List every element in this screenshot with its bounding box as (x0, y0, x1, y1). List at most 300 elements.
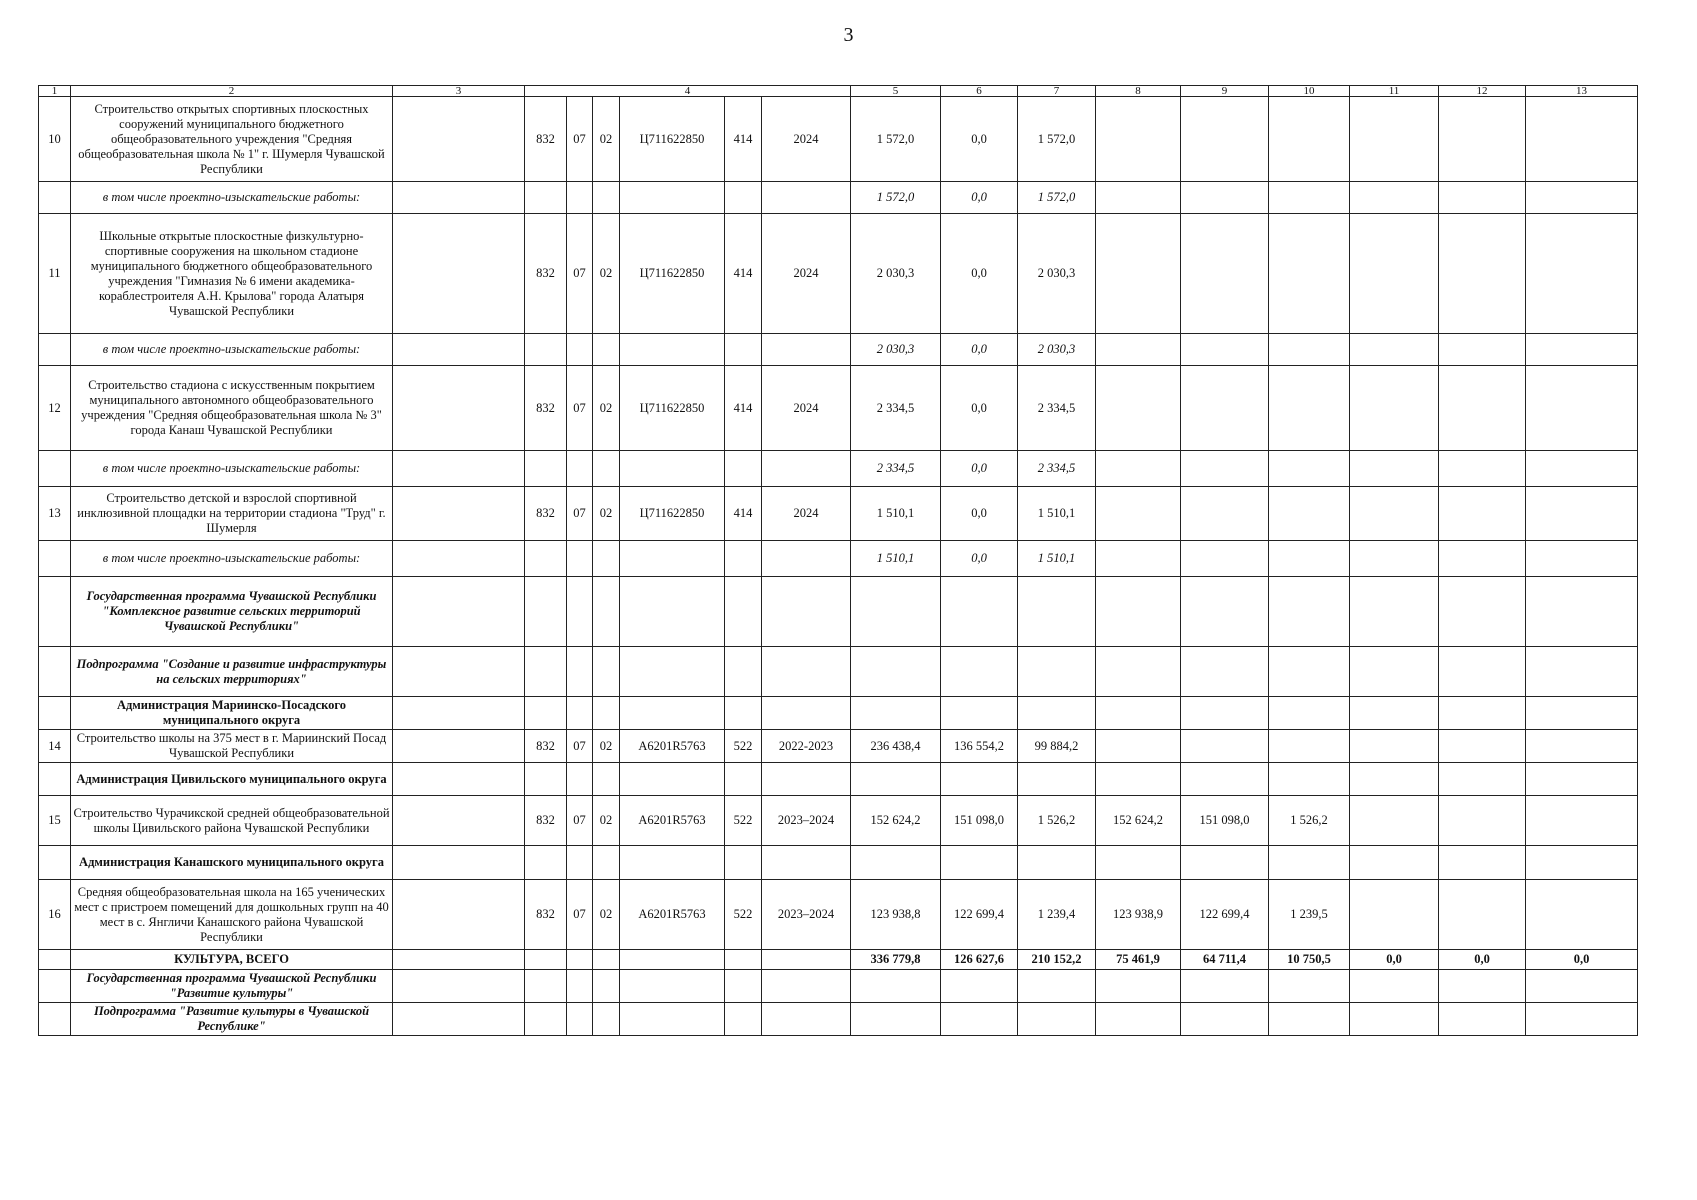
amount-col-10 (1181, 647, 1269, 697)
amount-col-10 (1181, 1003, 1269, 1036)
amount-col-11: 1 526,2 (1269, 796, 1350, 846)
section-code (567, 846, 593, 880)
amount-col-14 (1526, 541, 1638, 577)
row-number (39, 182, 71, 214)
republic-amount (1018, 763, 1096, 796)
amount-col-14 (1526, 730, 1638, 763)
section-code (567, 647, 593, 697)
republic-amount: 1 572,0 (1018, 97, 1096, 182)
subsection-code: 02 (593, 880, 620, 950)
expense-type (725, 541, 762, 577)
republic-amount: 1 572,0 (1018, 182, 1096, 214)
amount-col-9 (1096, 970, 1181, 1003)
federal-amount: 151 098,0 (941, 796, 1018, 846)
total-amount (851, 970, 941, 1003)
subsection-code: 02 (593, 214, 620, 334)
amount-col-10: 151 098,0 (1181, 796, 1269, 846)
target-article: Ц711622850 (620, 214, 725, 334)
amount-col-14 (1526, 487, 1638, 541)
object-name: Строительство стадиона с искусственным покрытием муниципального автономного общеобразовательного учреждения "Средняя общеобразовательная школа № 3" города Канаш Чувашской Республики (71, 366, 393, 451)
page-number: 3 (843, 24, 854, 46)
expense-type (725, 577, 762, 647)
target-article (620, 541, 725, 577)
expense-type (725, 697, 762, 730)
years (762, 334, 851, 366)
grbs-code: 832 (525, 880, 567, 950)
table-row (39, 697, 1638, 730)
target-article: Ц711622850 (620, 366, 725, 451)
column-3 (393, 763, 525, 796)
amount-col-10: 122 699,4 (1181, 880, 1269, 950)
target-article (620, 647, 725, 697)
amount-col-10 (1181, 697, 1269, 730)
amount-col-13 (1439, 970, 1526, 1003)
amount-col-9 (1096, 366, 1181, 451)
amount-col-9 (1096, 846, 1181, 880)
federal-amount (941, 1003, 1018, 1036)
column-3 (393, 541, 525, 577)
target-article (620, 846, 725, 880)
amount-col-11 (1269, 730, 1350, 763)
amount-col-12: 0,0 (1350, 950, 1439, 970)
expense-type (725, 970, 762, 1003)
republic-amount (1018, 970, 1096, 1003)
amount-col-11: 1 239,5 (1269, 880, 1350, 950)
target-article (620, 697, 725, 730)
federal-amount (941, 970, 1018, 1003)
total-amount (851, 647, 941, 697)
column-3 (393, 577, 525, 647)
row-number: 15 (39, 796, 71, 846)
row-number (39, 697, 71, 730)
column-number: 2 (71, 86, 393, 97)
column-3 (393, 846, 525, 880)
column-number: 1 (39, 86, 71, 97)
target-article: Ц711622850 (620, 487, 725, 541)
table-row (39, 451, 1638, 487)
row-number (39, 451, 71, 487)
republic-amount (1018, 647, 1096, 697)
target-article (620, 763, 725, 796)
amount-col-11 (1269, 577, 1350, 647)
section-code: 07 (567, 796, 593, 846)
column-3 (393, 487, 525, 541)
table-row (39, 97, 1638, 182)
table-row (39, 846, 1638, 880)
column-number: 6 (941, 86, 1018, 97)
row-number (39, 1003, 71, 1036)
federal-amount: 0,0 (941, 487, 1018, 541)
column-number: 9 (1181, 86, 1269, 97)
total-amount: 1 572,0 (851, 182, 941, 214)
amount-col-9: 152 624,2 (1096, 796, 1181, 846)
federal-amount: 126 627,6 (941, 950, 1018, 970)
column-3 (393, 730, 525, 763)
expense-type (725, 182, 762, 214)
section-code (567, 182, 593, 214)
amount-col-9 (1096, 182, 1181, 214)
expense-type (725, 950, 762, 970)
total-amount: 1 572,0 (851, 97, 941, 182)
years (762, 182, 851, 214)
column-number: 8 (1096, 86, 1181, 97)
amount-col-13 (1439, 182, 1526, 214)
federal-amount: 0,0 (941, 334, 1018, 366)
expense-type (725, 647, 762, 697)
subsection-code: 02 (593, 487, 620, 541)
row-number: 13 (39, 487, 71, 541)
amount-col-9 (1096, 97, 1181, 182)
section-code (567, 763, 593, 796)
row-number: 10 (39, 97, 71, 182)
amount-col-10 (1181, 541, 1269, 577)
amount-col-10 (1181, 970, 1269, 1003)
subsection-code (593, 647, 620, 697)
federal-amount (941, 846, 1018, 880)
section-code (567, 334, 593, 366)
amount-col-14: 0,0 (1526, 950, 1638, 970)
republic-amount: 1 510,1 (1018, 541, 1096, 577)
amount-col-13 (1439, 880, 1526, 950)
amount-col-14 (1526, 97, 1638, 182)
expense-type: 522 (725, 730, 762, 763)
amount-col-12 (1350, 846, 1439, 880)
object-name: Подпрограмма "Создание и развитие инфраструктуры на сельских территориях" (71, 647, 393, 697)
years (762, 1003, 851, 1036)
row-number: 11 (39, 214, 71, 334)
amount-col-11 (1269, 182, 1350, 214)
row-number (39, 846, 71, 880)
row-number (39, 541, 71, 577)
amount-col-14 (1526, 577, 1638, 647)
column-number-row (39, 86, 1638, 97)
amount-col-12 (1350, 487, 1439, 541)
budget-table (38, 85, 1638, 1036)
amount-col-9 (1096, 451, 1181, 487)
subsection-code (593, 334, 620, 366)
column-3 (393, 451, 525, 487)
row-number: 12 (39, 366, 71, 451)
subsection-code (593, 451, 620, 487)
table-row (39, 214, 1638, 334)
amount-col-14 (1526, 846, 1638, 880)
amount-col-10 (1181, 97, 1269, 182)
amount-col-13 (1439, 577, 1526, 647)
expense-type (725, 334, 762, 366)
object-name: Администрация Мариинско-Посадского муниципального округа (71, 697, 393, 730)
total-amount: 2 030,3 (851, 214, 941, 334)
column-3 (393, 334, 525, 366)
grbs-code (525, 541, 567, 577)
amount-col-11 (1269, 541, 1350, 577)
column-number: 10 (1269, 86, 1350, 97)
republic-amount: 2 334,5 (1018, 451, 1096, 487)
amount-col-13 (1439, 214, 1526, 334)
federal-amount (941, 577, 1018, 647)
amount-col-12 (1350, 796, 1439, 846)
object-name: Подпрограмма "Развитие культуры в Чувашской Республике" (71, 1003, 393, 1036)
object-name: в том числе проектно-изыскательские работы: (71, 334, 393, 366)
row-number: 16 (39, 880, 71, 950)
column-number: 5 (851, 86, 941, 97)
column-3 (393, 97, 525, 182)
amount-col-11 (1269, 334, 1350, 366)
amount-col-14 (1526, 796, 1638, 846)
table-row (39, 763, 1638, 796)
table-row (39, 487, 1638, 541)
target-article (620, 334, 725, 366)
amount-col-14 (1526, 697, 1638, 730)
republic-amount (1018, 846, 1096, 880)
row-number (39, 970, 71, 1003)
amount-col-11 (1269, 1003, 1350, 1036)
amount-col-14 (1526, 763, 1638, 796)
amount-col-13 (1439, 334, 1526, 366)
amount-col-13 (1439, 487, 1526, 541)
amount-col-12 (1350, 541, 1439, 577)
amount-col-13 (1439, 647, 1526, 697)
target-article (620, 1003, 725, 1036)
total-amount: 2 334,5 (851, 451, 941, 487)
years: 2024 (762, 214, 851, 334)
grbs-code: 832 (525, 730, 567, 763)
years (762, 970, 851, 1003)
object-name: в том числе проектно-изыскательские работы: (71, 451, 393, 487)
object-name: КУЛЬТУРА, ВСЕГО (71, 950, 393, 970)
years (762, 950, 851, 970)
table-row (39, 970, 1638, 1003)
amount-col-14 (1526, 647, 1638, 697)
column-3 (393, 880, 525, 950)
column-3 (393, 970, 525, 1003)
amount-col-9 (1096, 577, 1181, 647)
object-name: Строительство школы на 375 мест в г. Мариинский Посад Чувашской Республики (71, 730, 393, 763)
amount-col-14 (1526, 1003, 1638, 1036)
target-article: А6201R5763 (620, 730, 725, 763)
amount-col-9 (1096, 214, 1181, 334)
object-name: Строительство детской и взрослой спортивной инклюзивной площадки на территории стадиона "Труд" г. Шумерля (71, 487, 393, 541)
total-amount: 336 779,8 (851, 950, 941, 970)
section-code: 07 (567, 214, 593, 334)
target-article: А6201R5763 (620, 796, 725, 846)
federal-amount: 0,0 (941, 541, 1018, 577)
amount-col-11: 10 750,5 (1269, 950, 1350, 970)
total-amount: 2 334,5 (851, 366, 941, 451)
column-number: 7 (1018, 86, 1096, 97)
amount-col-11 (1269, 846, 1350, 880)
federal-amount: 0,0 (941, 182, 1018, 214)
amount-col-9 (1096, 730, 1181, 763)
amount-col-9 (1096, 1003, 1181, 1036)
target-article (620, 577, 725, 647)
subsection-code (593, 1003, 620, 1036)
column-number: 12 (1439, 86, 1526, 97)
years: 2024 (762, 487, 851, 541)
amount-col-10 (1181, 214, 1269, 334)
amount-col-13 (1439, 796, 1526, 846)
section-code: 07 (567, 730, 593, 763)
row-number (39, 763, 71, 796)
years (762, 541, 851, 577)
expense-type: 414 (725, 366, 762, 451)
total-amount (851, 697, 941, 730)
column-number: 13 (1526, 86, 1638, 97)
years (762, 577, 851, 647)
table-row (39, 647, 1638, 697)
amount-col-10 (1181, 451, 1269, 487)
column-3 (393, 182, 525, 214)
grbs-code (525, 697, 567, 730)
federal-amount: 0,0 (941, 451, 1018, 487)
object-name: Строительство открытых спортивных плоскостных сооружений муниципального бюджетного общеобразовательного учреждения "Средняя общеобразовательная школа № 1" г. Шумерля Чувашской Республики (71, 97, 393, 182)
section-code: 07 (567, 97, 593, 182)
subsection-code: 02 (593, 97, 620, 182)
column-3 (393, 366, 525, 451)
grbs-code: 832 (525, 214, 567, 334)
amount-col-9 (1096, 647, 1181, 697)
years (762, 647, 851, 697)
subsection-code (593, 697, 620, 730)
table-row (39, 1003, 1638, 1036)
republic-amount: 1 510,1 (1018, 487, 1096, 541)
target-article (620, 451, 725, 487)
years (762, 846, 851, 880)
amount-col-11 (1269, 647, 1350, 697)
expense-type (725, 763, 762, 796)
subsection-code (593, 763, 620, 796)
column-number: 3 (393, 86, 525, 97)
target-article (620, 970, 725, 1003)
amount-col-9: 123 938,9 (1096, 880, 1181, 950)
amount-col-9 (1096, 697, 1181, 730)
amount-col-11 (1269, 97, 1350, 182)
republic-amount (1018, 697, 1096, 730)
subsection-code (593, 970, 620, 1003)
amount-col-14 (1526, 451, 1638, 487)
total-amount (851, 577, 941, 647)
amount-col-11 (1269, 697, 1350, 730)
amount-col-11 (1269, 763, 1350, 796)
amount-col-11 (1269, 970, 1350, 1003)
table-row (39, 950, 1638, 970)
grbs-code (525, 182, 567, 214)
section-code: 07 (567, 487, 593, 541)
total-amount: 123 938,8 (851, 880, 941, 950)
amount-col-12 (1350, 730, 1439, 763)
budget-table-sheet (38, 85, 1636, 1036)
object-name: в том числе проектно-изыскательские работы: (71, 182, 393, 214)
target-article (620, 950, 725, 970)
object-name: Средняя общеобразовательная школа на 165 ученических мест с пристроем помещений для дошкольных групп на 40 мест в с. Янгличи Канашского района Чувашской Республики (71, 880, 393, 950)
section-code (567, 1003, 593, 1036)
republic-amount (1018, 1003, 1096, 1036)
expense-type: 414 (725, 487, 762, 541)
expense-type: 414 (725, 97, 762, 182)
republic-amount: 2 030,3 (1018, 334, 1096, 366)
object-name: Государственная программа Чувашской Республики "Развитие культуры" (71, 970, 393, 1003)
amount-col-12 (1350, 647, 1439, 697)
years (762, 451, 851, 487)
republic-amount: 2 334,5 (1018, 366, 1096, 451)
grbs-code (525, 334, 567, 366)
amount-col-13 (1439, 697, 1526, 730)
table-body (39, 97, 1638, 1036)
amount-col-14 (1526, 182, 1638, 214)
table-row (39, 577, 1638, 647)
grbs-code: 832 (525, 796, 567, 846)
federal-amount: 122 699,4 (941, 880, 1018, 950)
subsection-code: 02 (593, 796, 620, 846)
column-3 (393, 214, 525, 334)
total-amount: 1 510,1 (851, 541, 941, 577)
column-3 (393, 697, 525, 730)
federal-amount: 0,0 (941, 366, 1018, 451)
amount-col-12 (1350, 880, 1439, 950)
expense-type: 522 (725, 796, 762, 846)
years: 2024 (762, 366, 851, 451)
expense-type (725, 846, 762, 880)
republic-amount: 210 152,2 (1018, 950, 1096, 970)
amount-col-10 (1181, 487, 1269, 541)
row-number (39, 334, 71, 366)
amount-col-14 (1526, 970, 1638, 1003)
subsection-code (593, 541, 620, 577)
table-row (39, 334, 1638, 366)
amount-col-12 (1350, 97, 1439, 182)
grbs-code (525, 647, 567, 697)
amount-col-13 (1439, 97, 1526, 182)
republic-amount: 1 239,4 (1018, 880, 1096, 950)
federal-amount (941, 763, 1018, 796)
table-row (39, 796, 1638, 846)
total-amount (851, 1003, 941, 1036)
amount-col-10: 64 711,4 (1181, 950, 1269, 970)
expense-type: 522 (725, 880, 762, 950)
object-name: в том числе проектно-изыскательские работы: (71, 541, 393, 577)
grbs-code (525, 451, 567, 487)
amount-col-9 (1096, 541, 1181, 577)
object-name: Строительство Чурачикской средней общеобразовательной школы Цивильского района Чувашской Республики (71, 796, 393, 846)
grbs-code: 832 (525, 97, 567, 182)
amount-col-10 (1181, 730, 1269, 763)
grbs-code (525, 846, 567, 880)
amount-col-13: 0,0 (1439, 950, 1526, 970)
grbs-code (525, 1003, 567, 1036)
grbs-code (525, 970, 567, 1003)
years: 2022-2023 (762, 730, 851, 763)
amount-col-12 (1350, 970, 1439, 1003)
amount-col-13 (1439, 846, 1526, 880)
subsection-code (593, 846, 620, 880)
section-code (567, 541, 593, 577)
amount-col-12 (1350, 334, 1439, 366)
target-article: Ц711622850 (620, 97, 725, 182)
amount-col-9 (1096, 763, 1181, 796)
amount-col-13 (1439, 541, 1526, 577)
amount-col-11 (1269, 366, 1350, 451)
years: 2023–2024 (762, 880, 851, 950)
republic-amount: 2 030,3 (1018, 214, 1096, 334)
section-code: 07 (567, 366, 593, 451)
amount-col-9: 75 461,9 (1096, 950, 1181, 970)
amount-col-11 (1269, 214, 1350, 334)
subsection-code (593, 577, 620, 647)
republic-amount: 1 526,2 (1018, 796, 1096, 846)
target-article: А6201R5763 (620, 880, 725, 950)
total-amount (851, 763, 941, 796)
column-3 (393, 950, 525, 970)
subsection-code: 02 (593, 366, 620, 451)
